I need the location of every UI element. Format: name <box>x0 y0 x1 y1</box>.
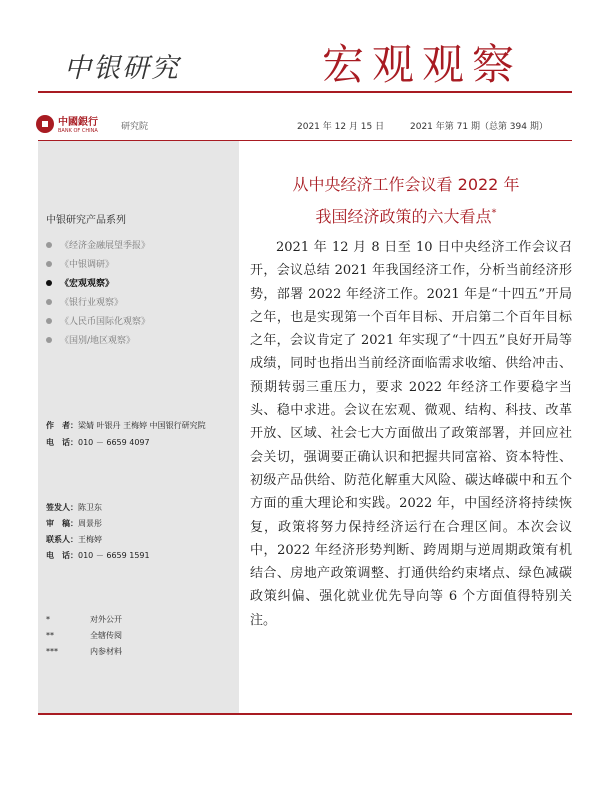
bullet-icon <box>46 299 52 305</box>
bank-name-en: BANK OF CHINA <box>58 128 98 134</box>
calligraphy-title: 中银研究 <box>64 53 180 84</box>
series-title: 宏观观察 <box>322 40 523 89</box>
bank-logo-icon <box>36 115 54 133</box>
bullet-icon <box>46 242 52 248</box>
product-series-list <box>46 235 150 349</box>
contact-row: 联系人：王梅婷 <box>46 535 102 544</box>
list-item: 《银行业观察》 <box>46 292 150 311</box>
bullet-icon <box>46 318 52 324</box>
bullet-icon <box>46 261 52 267</box>
list-item: 《经济金融展望季报》 <box>46 235 150 254</box>
phone-row: 电 话：010 － 6659 1591 <box>46 551 150 560</box>
bank-name-cn: 中國銀行 <box>58 117 98 128</box>
article-title-line2: 我国经济政策的六大看点* <box>315 207 497 226</box>
article-title-line1: 从中央经济工作会议看 2022 年 <box>292 175 520 194</box>
list-item-active: 《宏观观察》 <box>46 273 150 292</box>
list-item: 《人民币国际化观察》 <box>46 311 150 330</box>
phone-row: 电 话：010 － 6659 4097 <box>46 438 150 447</box>
issue-number: 2021 年第 71 期（总第 394 期） <box>410 122 548 132</box>
bullet-icon <box>46 280 52 286</box>
reviewer-row: 审 稿：周景彤 <box>46 519 102 528</box>
department-label: 研究院 <box>121 122 149 132</box>
article-body: 2021 年 12 月 8 日至 10 日中央经济工作会议召开，会议总结 2021 年我国经济工作，分析当前经济形势，部署 2022 年经济工作。2021 年是“十四五”开局之年，也是实现第一个百年目标、开启第二个百年目标之年，会议肯定了 2021 年实现了“十四五”良好开局等成绩，同时也指出当前经济面临需求收缩、供给冲击、预期转弱三重压力，要求 2022 年经济工作要稳字当头、稳中求进。会议在宏观、微观、结构、科技、改革开放、区域、社会七大方面做出了政策部署，并回应社会关切，强调要正确认识和把握共同富裕、资本特性、初级产品供给、防范化解重大风险、碳达峰碳中和五个方面的重大理论和实践。2022 年，中国经济将持续恢复，政策将努力保持经济运行在合理区间。本次会议中，2022 年经济形势判断、跨周期与逆周期政策有机结合、房地产政策调整、打通供给约束堵点、绿色减碳政策纠偏、强化就业优先导向等 6 个方面值得特别关注。 <box>250 240 572 628</box>
authors-row: 作 者：梁婧 叶银丹 王梅婷 中国银行研究院 <box>46 421 206 430</box>
bullet-icon <box>46 337 52 343</box>
legend-row: *** 内参材料 <box>46 647 122 656</box>
footer-divider <box>38 713 572 715</box>
issue-date: 2021 年 12 月 15 日 <box>297 122 385 132</box>
sidebar-heading: 中银研究产品系列 <box>46 215 126 226</box>
list-item: 《中银调研》 <box>46 254 150 273</box>
legend-row: ** 全辖传阅 <box>46 631 122 640</box>
header-divider <box>38 91 572 93</box>
legend-row: * 对外公开 <box>46 615 122 624</box>
list-item: 《国别/地区观察》 <box>46 330 150 349</box>
footnote-mark: * <box>491 207 497 219</box>
signer-row: 签发人：陈卫东 <box>46 503 102 512</box>
